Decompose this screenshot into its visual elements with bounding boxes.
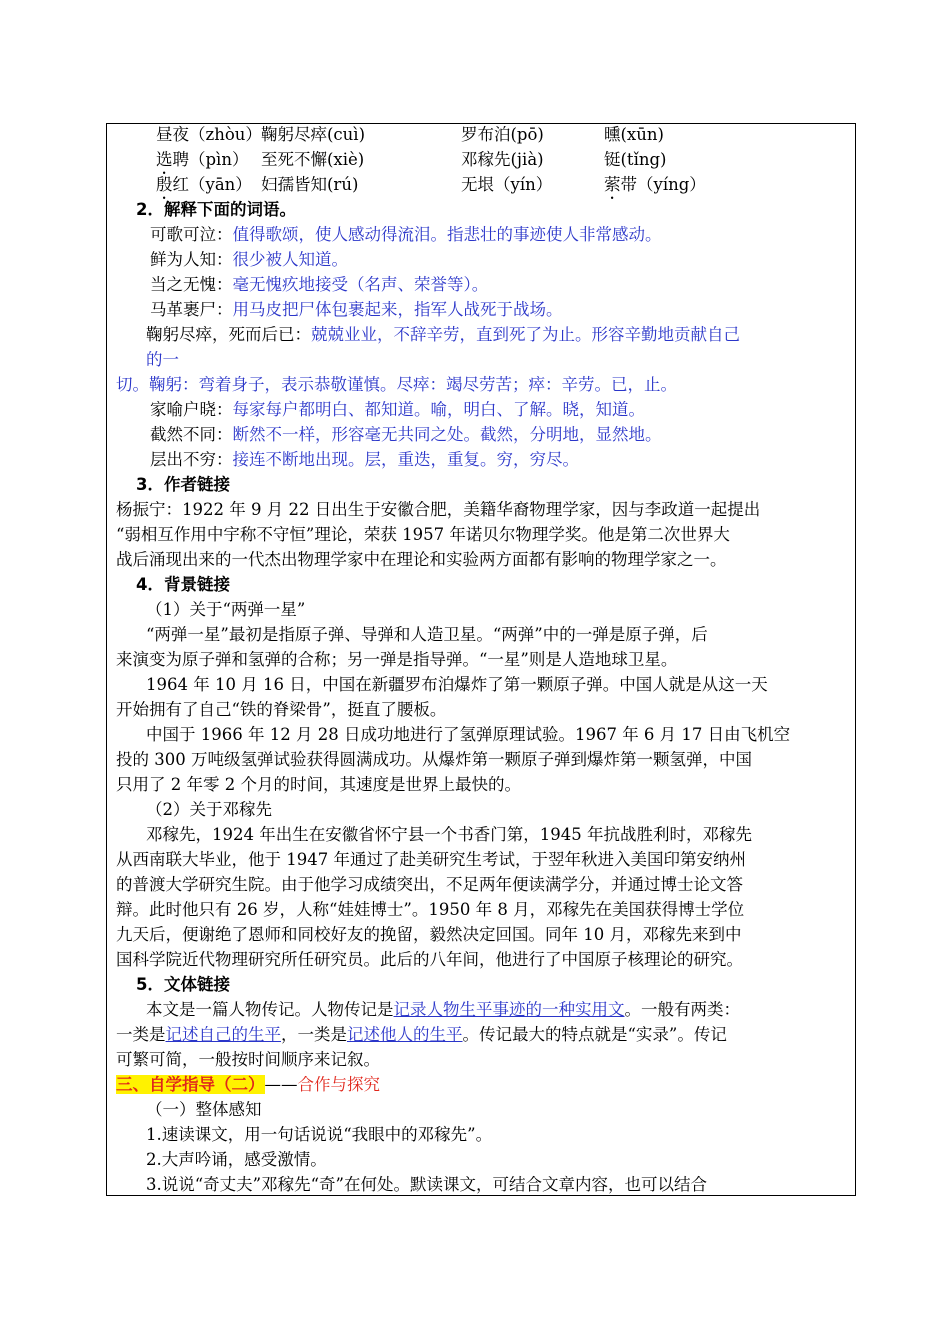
vocab-def: 每家每户都明白、都知道。喻，明白、了解。晓，知道。 [232, 400, 645, 419]
vocab-term: 鞠躬尽瘁，死而后已： [146, 325, 311, 344]
underlined-answer: 记述他人的生平 [347, 1025, 463, 1044]
vocab-item [116, 222, 852, 247]
pinyin-entry: 曛(xūn) [604, 125, 664, 144]
pinyin-entry: 昼夜（zhòu） [156, 125, 262, 144]
vocab-term: 层出不穷： [150, 450, 233, 469]
paragraph-line: 从西南联大毕业，他于 1947 年通过了赴美研究生考试，于翌年秋进入美国印第安纳州 [116, 850, 746, 869]
pinyin-entry: 罗布泊(pō) [461, 125, 544, 144]
vocab-item [116, 422, 852, 447]
section-3-heading: 3．作者链接 [136, 475, 230, 494]
subheading: （1）关于“两弹一星” [146, 600, 306, 619]
vocab-def-cont2: 切。鞠躬：弯着身子，表示恭敬谨慎。尽瘁：竭尽劳苦；瘁：辛劳。已，止。 [116, 375, 677, 394]
vocab-item [116, 272, 852, 297]
vocab-term: 马革裹尸： [150, 300, 233, 319]
vocab-item [116, 447, 852, 472]
pinyin-entry: 鞠躬尽瘁(cuì) [261, 125, 366, 144]
vocab-def: 用马皮把尸体包裹起来，指军人战死于战场。 [232, 300, 563, 319]
underlined-answer: 记述自己的生平 [165, 1025, 281, 1044]
vocab-def: 断然不一样，形容毫无共同之处。截然，分明地，显然地。 [232, 425, 662, 444]
vocab-term: 截然不同： [150, 425, 233, 444]
question-line: 1.速读课文，用一句话说说“我眼中的邓稼先”。 [146, 1125, 493, 1144]
vocab-term: 当之无愧： [150, 275, 233, 294]
paragraph-line: 本文是一篇人物传记。人物传记是记录人物生平事迹的一种实用文。一般有两类： [146, 1000, 740, 1019]
paragraph-line: 一类是记述自己的生平，一类是记述他人的生平。传记最大的特点就是“实录”。传记 [116, 1025, 727, 1044]
pinyin-entry: 至死不懈(xiè) [261, 150, 365, 169]
pinyin-row [116, 122, 852, 147]
paragraph-line: 辩。此时他只有 26 岁，人称“娃娃博士”。1950 年 8 月，邓稼先在美国获得博士学位 [116, 900, 745, 919]
paragraph-line: 开始拥有了自己“铁的脊梁骨”，挺直了腰板。 [116, 700, 447, 719]
vocab-def: 接连不断地出现。层，重迭，重复。穷，穷尽。 [232, 450, 579, 469]
question-line: 3.说说“奇丈夫”邓稼先“奇”在何处。默读课文，可结合文章内容，也可以结合 [146, 1175, 707, 1194]
vocab-item [116, 247, 852, 272]
vocab-item [116, 297, 852, 322]
paragraph-line: 来演变为原子弹和氢弹的合称；另一弹是指导弹。“一星”则是人造地球卫星。 [116, 650, 678, 669]
vocab-term: 可歌可泣： [150, 225, 233, 244]
vocab-def-cont: 的一 [146, 350, 179, 369]
vocab-term: 家喻户晓： [150, 400, 233, 419]
vocab-item-jugong [116, 322, 852, 347]
subheading: （一）整体感知 [146, 1100, 262, 1119]
pinyin-row [116, 147, 852, 172]
vocab-item [116, 397, 852, 422]
pinyin-entry: 选聘（pìn） [156, 150, 249, 169]
paragraph-line: 1964 年 10 月 16 日，中国在新疆罗布泊爆炸了第一颗原子弹。中国人就是从这一天 [146, 675, 768, 694]
section-5-heading: 5．文体链接 [136, 975, 230, 994]
highlighted-heading: 三、自学指导（二） [116, 1075, 265, 1094]
vocab-term: 鲜为人知： [150, 250, 233, 269]
document-content [116, 122, 852, 1197]
author-line: 战后涌现出来的一代杰出物理学家中在理论和实验两方面都有影响的物理学家之一。 [116, 550, 727, 569]
author-line: “弱相互作用中宇称不守恒”理论，荣获 1957 年诺贝尔物理学奖。他是第二次世界大 [116, 525, 730, 544]
paragraph-line: “两弹一星”最初是指原子弹、导弹和人造卫星。“两弹”中的一弹是原子弹，后 [146, 625, 708, 644]
underlined-answer: 记录人物生平事迹的一种实用文 [393, 1000, 625, 1019]
paragraph-line: 只用了 2 年零 2 个月的时间，其速度是世界上最快的。 [116, 775, 521, 794]
paragraph-line: 邓稼先，1924 年出生在安徽省怀宁县一个书香门第，1945 年抗战胜利时，邓稼先 [146, 825, 752, 844]
vocab-def: 很少被人知道。 [232, 250, 348, 269]
pinyin-entry: 殷红（yān） [156, 175, 252, 194]
vocab-def: 毫无愧疚地接受（名声、荣誉等）。 [232, 275, 489, 294]
pinyin-entry: 萦带（yíng） [604, 175, 706, 194]
section-4-heading: 4．背景链接 [136, 575, 230, 594]
paragraph-line: 九天后，便谢绝了恩师和同校好友的挽留，毅然决定回国。同年 10 月，邓稼先来到中 [116, 925, 742, 944]
author-line: 杨振宁：1922 年 9 月 22 日出生于安徽合肥，美籍华裔物理学家，因与李政道一起提出 [116, 500, 761, 519]
paragraph-line: 的普渡大学研究生院。由于他学习成绩突出，不足两年便读满学分，并通过博士论文答 [116, 875, 743, 894]
paragraph-line: 可繁可简，一般按时间顺序来记叙。 [116, 1050, 380, 1069]
vocab-def: 值得歌颂，使人感动得流泪。指悲壮的事迹使人非常感动。 [232, 225, 662, 244]
question-line: 2.大声吟诵，感受激情。 [146, 1150, 327, 1169]
section-2-heading: 2．解释下面的词语。 [136, 200, 296, 219]
pinyin-row [116, 172, 852, 197]
paragraph-line: 国科学院近代物理研究所任研究员。此后的八年间，他进行了中国原子核理论的研究。 [116, 950, 743, 969]
pinyin-table [116, 122, 852, 197]
section-guide-heading: 三、自学指导（二）——合作与探究 [116, 1075, 380, 1094]
paragraph-line: 投的 300 万吨级氢弹试验获得圆满成功。从爆炸第一颗原子弹到爆炸第一颗氢弹，中国 [116, 750, 752, 769]
pinyin-entry: 无垠（yín） [461, 175, 553, 194]
pinyin-entry: 铤(tǐng) [604, 150, 667, 169]
vocab-def: 兢兢业业，不辞辛劳，直到死了为止。形容辛勤地贡献自己 [311, 325, 740, 344]
pinyin-entry: 妇孺皆知(rú) [261, 175, 359, 194]
paragraph-line: 中国于 1966 年 12 月 28 日成功地进行了氢弹原理试验。1967 年 6 月 17 日由飞机空 [146, 725, 791, 744]
pinyin-entry: 邓稼先(jià) [461, 150, 544, 169]
subheading: （2）关于邓稼先 [146, 800, 272, 819]
